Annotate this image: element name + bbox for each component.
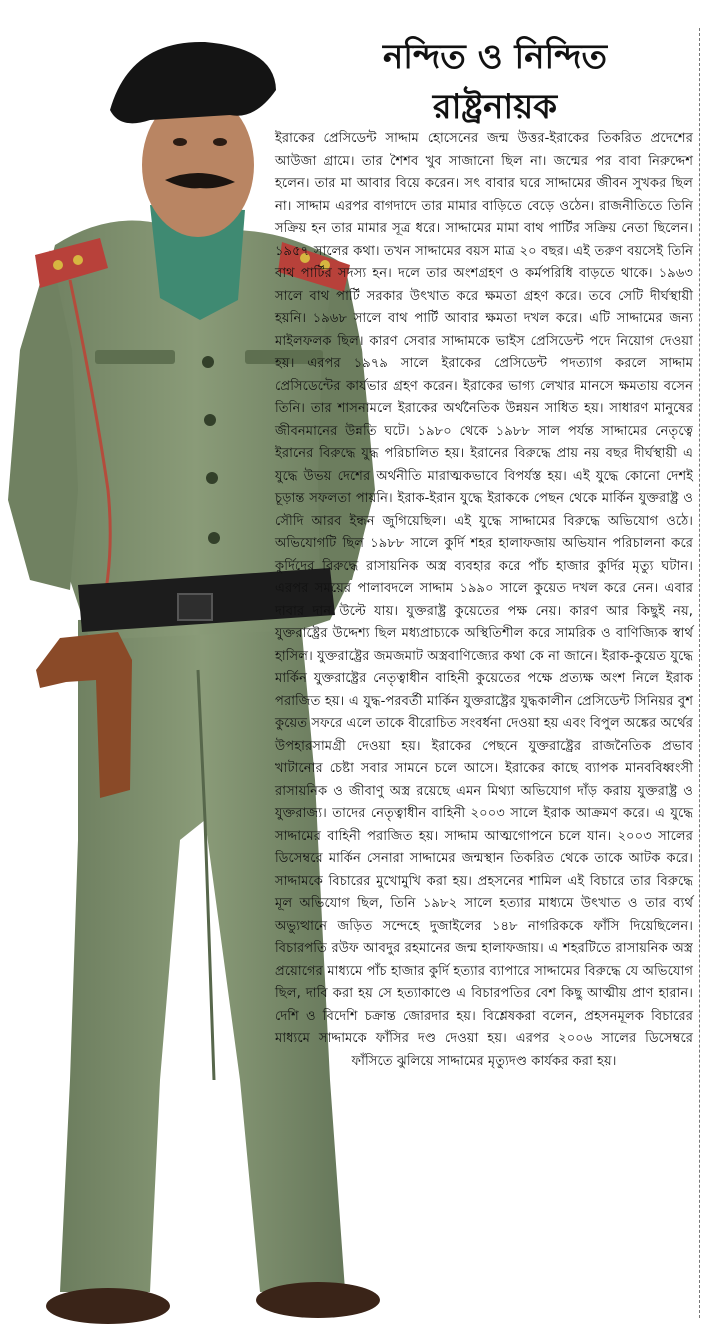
article-title	[345, 32, 645, 132]
left-shoe	[46, 1288, 170, 1324]
title-line-1: নন্দিত ও নিন্দিত	[382, 37, 608, 77]
beret	[110, 42, 276, 123]
article-body	[275, 128, 693, 1073]
right-shoe	[256, 1282, 380, 1318]
article-paragraph: ইরাকের প্রেসিডেন্ট সাদ্দাম হোসেনের জন্ম উত্তর-ইরাকের তিকরিত প্রদেশের আউজা গ্রামে। তার শৈশব খুব সাজানো ছিল না। জন্মের পর বাবা নিরুদ্দেশ হলেন। তার মা আবার বিয়ে করেন। সৎ বাবার ঘরে সাদ্দামের জীবন সুখকর ছিল না। সাদ্দাম এরপর বাগদাদে তার মামার বাড়িতে বেড়ে ওঠেন। রাজনীতিতে তিনি সক্রিয় হন তার মামার সূত্র ধরে। সাদ্দামের মামা বাথ পার্টির সক্রিয় নেতা ছিলেন। ১৯৫৭ সালের কথা। তখন সাদ্দামের বয়স মাত্র ২০ বছর। এই তরুণ বয়সেই তিনি বাথ পার্টির সদস্য হন। দলে তার অংশগ্রহণ ও কর্মপরিধি বাড়তে থাকে। ১৯৬৩ সালে বাথ পার্টি সরকার উৎখাত করে ক্ষমতা গ্রহণ করে। তবে সেটি দীর্ঘস্থায়ী হয়নি। ১৯৬৮ সালে বাথ পার্টি আবার ক্ষমতা দখল করে। এটি সাদ্দামের জন্য মাইলফলক ছিল। কারণ সেবার সাদ্দামকে ভাইস প্রেসিডেন্ট পদে নিয়োগ দেওয়া হয়। এরপর ১৯৭৯ সালে ইরাকের প্রেসিডেন্ট পদত্যাগ করলে সাদ্দাম প্রেসিডেন্টের কার্যভার গ্রহণ করেন। ইরাকের ভাগ্য লেখার মানসে ক্ষমতায় বসেন তিনি। তার শাসনামলে ইরাকের অর্থনৈতিক উন্নয়ন সাধিত হয়। সাধারণ মানুষের জীবনমানের উন্নতি ঘটে। ১৯৮০ থেকে ১৯৮৮ সাল পর্যন্ত সাদ্দামের নেতৃত্বে ইরানের বিরুদ্ধে যুদ্ধ পরিচালিত হয়। ইরানের বিরুদ্ধে প্রায় নয় বছর দীর্ঘস্থায়ী এ যুদ্ধে উভয় দেশের অর্থনীতি মারাত্মকভাবে বিপর্যস্ত হয়। এই যুদ্ধে কোনো দেশই চূড়ান্ত সফলতা পায়নি। ইরাক-ইরান যুদ্ধে ইরাককে পেছন থেকে মার্কিন যুক্তরাষ্ট্র ও সৌদি আরব ইন্ধন জুগিয়েছিল। এই যুদ্ধে সাদ্দামের বিরুদ্ধে অভিযোগ ওঠে। অভিযোগটি ছিল ১৯৮৮ সালে কুর্দি শহর হালাফজায় অভিযান পরিচালনা করে কুর্দিদের বিরুদ্ধে রাসায়নিক অস্ত্র ব্যবহার করে পাঁচ হাজার কুর্দির মৃত্যু ঘটান। এরপর সময়ের পালাবদলে সাদ্দাম ১৯৯০ সালে কুয়েত দখল করে নেন। এবার দাবার দান উল্টে যায়। যুক্তরাষ্ট্র কুয়েতের পক্ষ নেয়। কারণ আর কিছুই নয়, যুক্তরাষ্ট্রের উদ্দেশ্য ছিল মধ্যপ্রাচ্যকে অস্থিতিশীল করে সামরিক ও বাণিজ্যিক স্বার্থ হাসিল। যুক্তরাষ্ট্রের জমজমাট অস্ত্রবাণিজ্যের কথা কে না জানে। ইরাক-কুয়েত যুদ্ধে মার্কিন যুক্তরাষ্ট্রের নেতৃত্বাধীন বাহিনী কুয়েতের পক্ষে প্রত্যক্ষ অংশ নিলে ইরাক পরাজিত হয়। এ যুদ্ধ-পরবর্তী মার্কিন যুক্তরাষ্ট্রের যুদ্ধকালীন প্রেসিডেন্ট সিনিয়র বুশ কুয়েত সফরে এলে তাকে বীরোচিত সংবর্ধনা দেওয়া হয় এবং বিপুল অঙ্কের অর্থের উপহারসামগ্রী দেওয়া হয়। ইরাকের পেছনে যুক্তরাষ্ট্রের রাজনৈতিক প্রভাব খাটানোর চেষ্টা সবার সামনে চলে আসে। ইরাকের কাছে ব্যাপক মানববিধ্বংসী রাসায়নিক ও জীবাণু অস্ত্র রয়েছে এমন মিথ্যা অভিযোগ দাঁড় করায় যুক্তরাষ্ট্র ও যুক্তরাজ্য। তাদের নেতৃত্বাধীন বাহিনী ২০০৩ সালে ইরাক আক্রমণ করে। এ যুদ্ধে সাদ্দামের বাহিনী পরাজিত হয়। সাদ্দাম আত্মগোপনে চলে যান। ২০০৩ সালের ডিসেম্বরে মার্কিন সেনারা সাদ্দামের জন্মস্থান তিকরিত থেকে তাকে আটক করে। সাদ্দামকে বিচারের মুখোমুখি করা হয়। প্রহসনের শামিল এই বিচারে তার বিরুদ্ধে মূল অভিযোগ ছিল, তিনি ১৯৮২ সালে হত্যার মাধ্যমে উৎখাত ও তার ব্যর্থ অভ্যুত্থানে জড়িত সন্দেহে দুজাইলের ১৪৮ নাগরিককে ফাঁসি দিয়েছিলেন। বিচারপতি রউফ আবদুর রহমানের জন্ম হালাফজায়। এ শহরটিতে রাসায়নিক অস্ত্র প্রয়োগের মাধ্যমে পাঁচ হাজার কুর্দি হত্যার ব্যাপারে সাদ্দামের বিরুদ্ধে যে অভিযোগ ছিল, দাবি করা হয় সে হত্যাকাণ্ডে এ বিচারপতির বেশ কিছু আত্মীয় প্রাণ হারান। দেশি ও বিদেশি চক্রান্ত জোরদার হয়। বিশ্লেষকরা বলেন, প্রহসনমূলক বিচারের মাধ্যমে সাদ্দামকে ফাঁসির দণ্ড দেওয়া হয়। এরপর ২০০৬ সালের ডিসেম্বরে ফাঁসিতে ঝুলিয়ে সাদ্দামের মৃত্যুদণ্ড কার্যকর করা হয়।	[275, 131, 693, 1069]
title-line-2: রাষ্ট্রনায়ক	[432, 87, 558, 127]
column-divider	[699, 28, 700, 1318]
